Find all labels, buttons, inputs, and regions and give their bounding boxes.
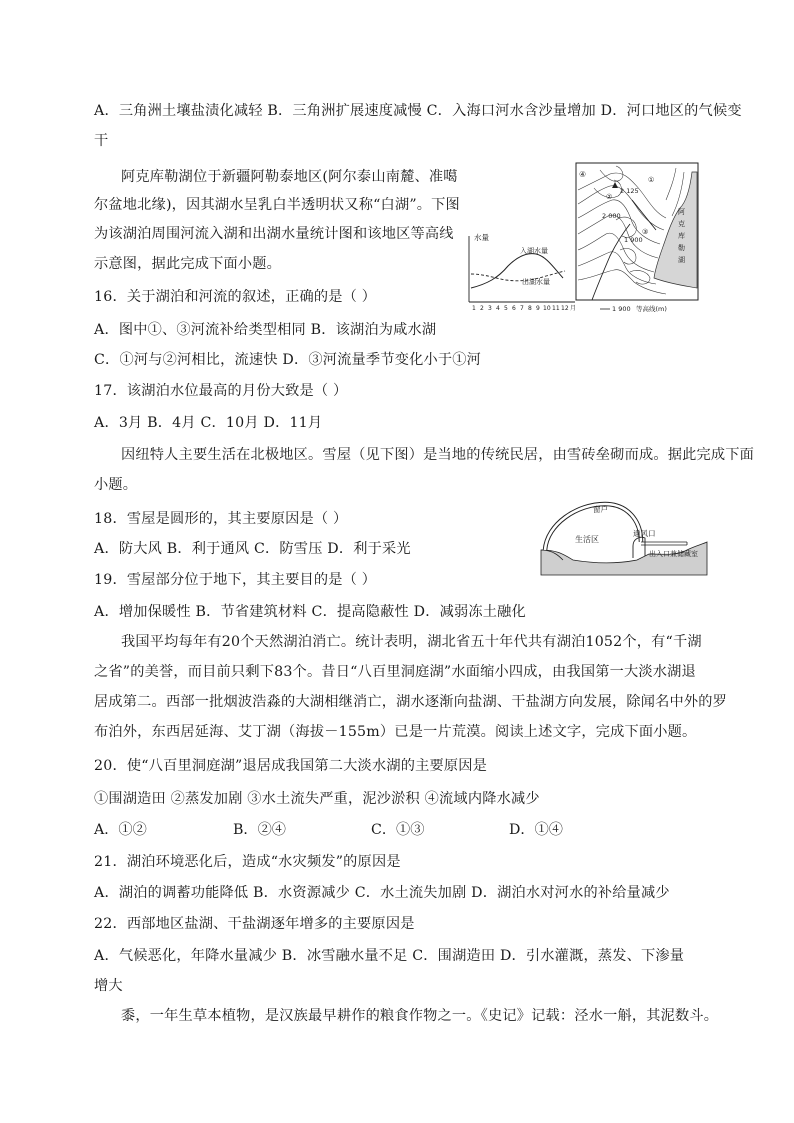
- living-area-label: 生活区: [575, 535, 599, 544]
- month-tick-1: 1: [472, 305, 476, 312]
- window-label: 窗户: [593, 505, 608, 514]
- question-20-option-c: C．①③: [371, 822, 425, 838]
- water-volume-ylabel: 水量: [474, 233, 489, 242]
- passage3-line1: 我国平均每年有20个天然湖泊消亡。统计表明，湖北省五十年代共有湖泊1052个，有“千湖: [121, 634, 702, 650]
- passage1-line1: 阿克库勒湖位于新疆阿勒泰地区(阿尔泰山南麓、准噶: [121, 169, 458, 185]
- passage3-line2: 之省”的美誉，而目前只剩下83个。昔日“八百里洞庭湖”水面缩小四成，由我国第一大淡水湖退: [94, 664, 696, 680]
- question-18-options: A．防大风 B．利于通风 C．防雪压 D．利于采光: [94, 541, 411, 557]
- question-19: 19．雪屋部分位于地下，其主要目的是（ ）: [94, 572, 377, 588]
- passage2-line1: 因纽特人主要生活在北极地区。雪屋（见下图）是当地的传统民居，由雪砖垒砌而成。据此完成下面: [121, 447, 755, 463]
- marker-4: ④: [579, 170, 587, 179]
- lake-name-char-4: 勒: [678, 244, 685, 252]
- question-20-option-d: D．①④: [509, 822, 563, 838]
- q15-options-line1: A．三角洲土壤盐渍化减轻 B．三角洲扩展速度减慢 C．入海口河水含沙量增加 D．河口地区的气候变: [94, 103, 742, 119]
- question-21-options: A．湖泊的调蓄功能降低 B．水资源减少 C．水土流失加剧 D．湖泊水对河水的补给量减少: [94, 885, 670, 901]
- question-16-options-ab: A．图中①、③河流补给类型相同 B．该湖泊为咸水湖: [94, 322, 437, 338]
- igloo-figure: [537, 498, 709, 578]
- inflow-label: 入湖水量: [520, 247, 548, 255]
- question-20-option-b: B．②④: [233, 822, 286, 838]
- question-17-options: A．3月 B．4月 C．10月 D．11月: [94, 415, 323, 431]
- elevation-2000: 2 000: [602, 212, 621, 220]
- passage3-line4: 布泊外，东西居延海、艾丁湖（海拔－155m）已是一片荒漠。阅读上述文字，完成下面小题。: [94, 724, 697, 740]
- month-tick-5: 5: [504, 305, 508, 312]
- marker-2: ②: [606, 193, 613, 201]
- marker-3: ③: [642, 228, 649, 236]
- legend-label: 等高线(m): [636, 305, 667, 313]
- question-16: 16．关于湖泊和河流的叙述，正确的是（ ）: [94, 289, 377, 305]
- passage2-line2: 小题。: [94, 477, 138, 493]
- lake-name-char-2: 克: [678, 220, 685, 228]
- question-22-options-line2: 增大: [94, 978, 123, 994]
- passage1-line4: 示意图，据此完成下面小题。: [94, 256, 282, 272]
- month-tick-9: 9: [536, 305, 540, 312]
- lake-name-char-3: 库: [678, 232, 685, 240]
- question-22: 22．西部地区盐湖、干盐湖逐年增多的主要原因是: [94, 916, 415, 932]
- ground-section: [541, 542, 707, 575]
- passage1-line3: 为该湖泊周围河流入湖和出湖水量统计图和该地区等高线: [94, 226, 454, 242]
- lake-name-char-5: 湖: [678, 256, 685, 264]
- month-tick-7: 7: [520, 305, 524, 312]
- passage3-line3: 居成第二。西部一批烟波浩淼的大湖相继消亡，湖水逐渐向盐湖、干盐湖方向发展，除闻名中外的罗: [94, 694, 728, 710]
- passage4-line1: 黍，一年生草本植物，是汉族最早耕作的粮食作物之一。《史记》记载：泾水一斛，其泥数斗。: [121, 1008, 719, 1024]
- contour-map-figure: [570, 160, 702, 316]
- lake-name-char-1: 阿: [678, 208, 685, 216]
- month-tick-3: 3: [488, 305, 492, 312]
- month-tick-6: 6: [512, 305, 516, 312]
- passage1-line2: 尔盆地北缘)，因其湖水呈乳白半透明状又称“白湖”。下图: [94, 197, 460, 213]
- question-18: 18．雪屋是圆形的，其主要原因是（ ）: [94, 511, 348, 527]
- q15-options-line2: 干: [94, 133, 109, 149]
- lake-water-volume-figure: [462, 228, 580, 316]
- question-19-options: A．增加保暖性 B．节省建筑材料 C．提高隐蔽性 D．减弱冻土融化: [94, 604, 526, 620]
- elevation-1900: 1 900: [624, 236, 643, 244]
- vent-label: 通风口: [633, 529, 656, 538]
- question-21: 21．湖泊环境恶化后，造成“水灾频发”的原因是: [94, 854, 401, 870]
- question-20-option-a: A．①②: [94, 822, 147, 838]
- month-tick-8: 8: [528, 305, 532, 312]
- month-tick-11: 11: [552, 305, 560, 312]
- question-22-options-line1: A．气候恶化，年降水量减少 B．冰雪融水量不足 C．围湖造田 D．引水灌溉，蒸发、下渗量: [94, 948, 685, 964]
- outflow-label: 出湖水量: [522, 278, 550, 286]
- question-16-options-cd: C．①河与②河相比，流速快 D．③河流量季节变化小于①河: [94, 352, 482, 368]
- marker-1: ①: [648, 176, 655, 184]
- question-17: 17．该湖泊水位最高的月份大致是（ ）: [94, 383, 348, 399]
- question-20-items: ①围湖造田 ②蒸发加剧 ③水土流失严重，泥沙淤积 ④流域内降水减少: [94, 791, 540, 807]
- elevation-2125: 2 125: [620, 187, 639, 195]
- month-tick-4: 4: [496, 305, 500, 312]
- entrance-storage-label: 出入口兼储藏室: [649, 550, 698, 558]
- legend-elevation: 1 900: [612, 305, 631, 313]
- question-20: 20．使“八百里洞庭湖”退居成我国第二大淡水湖的主要原因是: [94, 758, 488, 774]
- month-tick-12: 12: [561, 305, 569, 312]
- month-unit: 月: [570, 305, 577, 312]
- month-tick-2: 2: [480, 305, 484, 312]
- outflow-curve: [471, 271, 565, 281]
- month-tick-10: 10: [543, 305, 551, 312]
